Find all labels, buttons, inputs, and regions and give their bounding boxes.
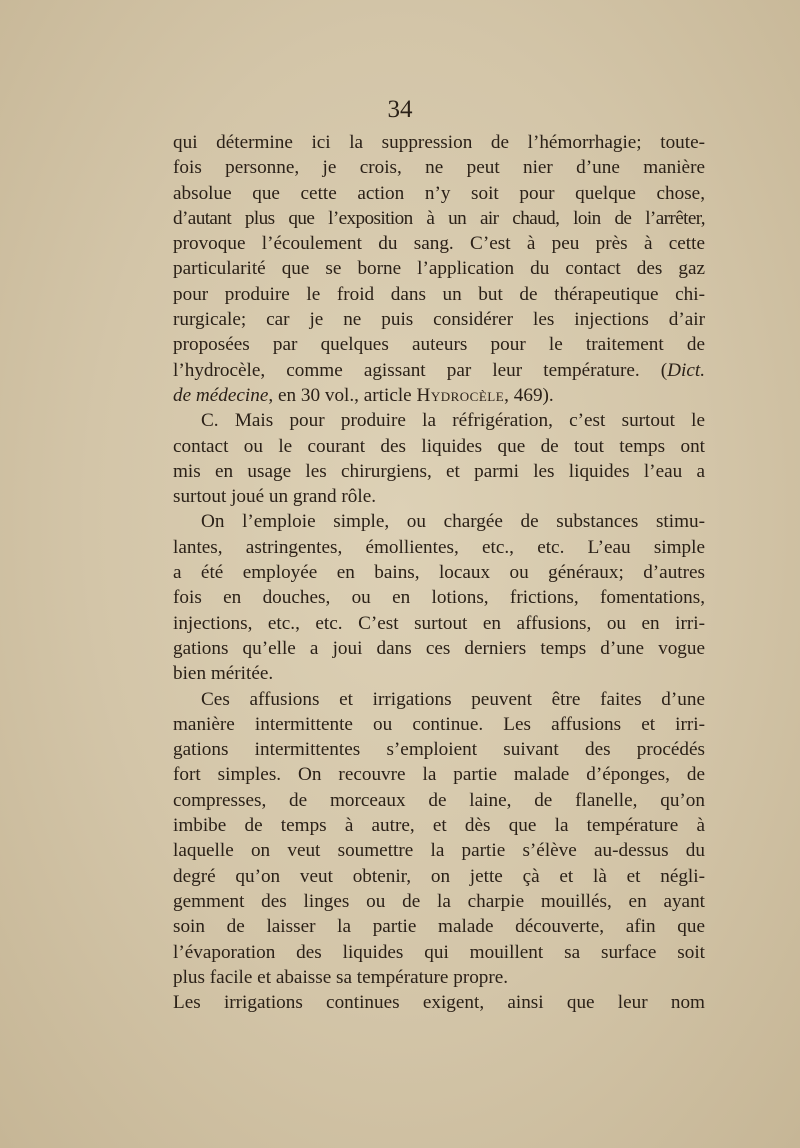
text-line: d’autant plus que l’exposition à un air chaud, loin de l’arrêter, bbox=[173, 207, 705, 229]
citation-italic: Dict. bbox=[667, 359, 705, 381]
text-segment: , en 30 vol., article bbox=[268, 384, 417, 406]
text-line: soin de laisser la partie malade découverte, afin que bbox=[173, 916, 705, 938]
text-line: l’évaporation des liquides qui mouillent sa surface soit bbox=[173, 941, 705, 963]
text-line: proposées par quelques auteurs pour le traitement de bbox=[173, 334, 705, 356]
text-line: pour produire le froid dans un but de thérapeutique chi- bbox=[173, 283, 705, 305]
text-line: qui détermine ici la suppression de l’hémorrhagie; toute- bbox=[173, 132, 705, 153]
text-line: provoque l’écoulement du sang. C’est à peu près à cette bbox=[173, 233, 705, 255]
text-line: fort simples. On recouvre la partie malade d’éponges, de bbox=[173, 764, 705, 786]
paragraph-3 bbox=[173, 509, 705, 686]
text-line: gations qu’elle a joui dans ces derniers temps d’une vogue bbox=[173, 637, 705, 659]
text-line: laquelle on veut soumettre la partie s’élève au-dessus du bbox=[173, 840, 705, 862]
text-line: C. Mais pour produire la réfrigération, c’est surtout le bbox=[201, 410, 705, 432]
text-line: fois en douches, ou en lotions, frictions, fomentations, bbox=[173, 587, 705, 609]
text-line: gemment des linges ou de la charpie mouillés, en ayant bbox=[173, 890, 705, 912]
text-line: compresses, de morceaux de laine, de flanelle, qu’on bbox=[173, 789, 705, 811]
text-line: manière intermittente ou continue. Les affusions et irri- bbox=[173, 713, 705, 735]
text-line: absolue que cette action n’y soit pour quelque chose, bbox=[173, 182, 705, 204]
text-line: degré qu’on veut obtenir, on jette çà et là et négli- bbox=[173, 865, 705, 887]
paragraph-5 bbox=[173, 990, 705, 1015]
text-segment: l’hydrocèle, comme agissant par leur température. ( bbox=[173, 359, 668, 381]
text-line: bien méritée. bbox=[173, 663, 274, 685]
page-number: 34 bbox=[387, 96, 413, 123]
text-line bbox=[173, 383, 705, 408]
text-line: plus facile et abaisse sa température propre. bbox=[173, 966, 509, 988]
body-text bbox=[173, 130, 705, 1015]
text-line: surtout joué un grand rôle. bbox=[173, 486, 377, 508]
text-line: Ces affusions et irrigations peuvent être faites d’une bbox=[201, 688, 705, 710]
text-line: contact ou le courant des liquides que de tout temps ont bbox=[173, 435, 705, 457]
paragraph-2 bbox=[173, 408, 705, 509]
text-line: mis en usage les chirurgiens, et parmi les liquides l’eau a bbox=[173, 460, 705, 482]
paragraph-1 bbox=[173, 130, 705, 408]
citation-italic: de médecine bbox=[173, 384, 269, 406]
text-line: fois personne, je crois, ne peut nier d’une manière bbox=[173, 157, 705, 179]
article-title: Hydrocèle bbox=[416, 384, 505, 406]
text-line: lantes, astringentes, émollientes, etc., etc. L’eau simple bbox=[173, 536, 705, 558]
text-line: a été employée en bains, locaux ou généraux; d’autres bbox=[173, 562, 705, 584]
text-line: gations intermittentes s’emploient suivant des procédés bbox=[173, 739, 705, 761]
text-line: particularité que se borne l’application du contact des gaz bbox=[173, 258, 705, 280]
text-line: On l’emploie simple, ou chargée de substances stimu- bbox=[201, 511, 705, 533]
text-line bbox=[173, 358, 705, 383]
text-line: injections, etc., etc. C’est surtout en affusions, ou en irri- bbox=[173, 612, 705, 634]
text-line: rurgicale; car je ne puis considérer les injections d’air bbox=[173, 309, 705, 331]
paragraph-4 bbox=[173, 687, 705, 991]
text-line: Les irrigations continues exigent, ainsi que leur nom bbox=[173, 992, 705, 1014]
text-line: imbibe de temps à autre, et dès que la température à bbox=[173, 815, 705, 837]
text-segment: , 469). bbox=[504, 384, 554, 406]
